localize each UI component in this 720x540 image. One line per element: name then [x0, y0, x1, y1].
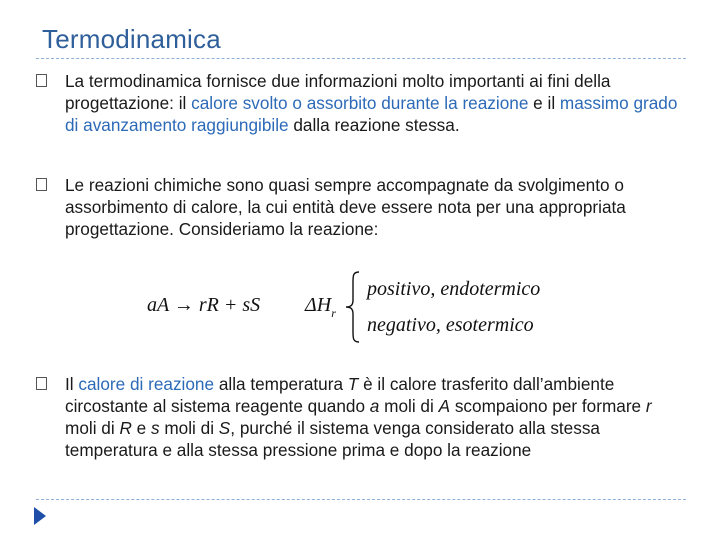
bullet-3-text-g: e — [131, 418, 151, 438]
bullet-1-text-c: dalla reazione stessa. — [288, 115, 460, 135]
delta-h-symbol: ΔH — [305, 294, 332, 316]
bullet-item-3 — [36, 373, 680, 461]
bullet-3-text-b: alla temperatura — [214, 374, 348, 394]
bullet-2-text: Le reazioni chimiche sono quasi sempre accompagnate da svolgimento o assorbimento di calore, la cui entità deve essere nota per una appropriata progettazione. Consideriamo la reazione: — [65, 175, 626, 239]
bullet-3-var-r: r — [645, 396, 652, 416]
bullet-text-2 — [65, 174, 680, 240]
case-positive: positivo, endotermico — [367, 278, 541, 300]
case-negative: negativo, esotermico — [367, 314, 534, 336]
curly-brace-icon — [343, 270, 363, 344]
bullet-3-var-s: s — [150, 418, 160, 438]
bullet-3-text-h: moli di — [159, 418, 219, 438]
title-divider — [36, 58, 686, 59]
bullet-1-highlight-advancement: massimo grado di avanzamento raggiungibile — [65, 93, 678, 135]
bullet-3-highlight-heat-of-reaction: calore di reazione — [78, 374, 215, 394]
reaction-formula: aA → rR + sS — [147, 294, 261, 316]
bullet-3-text-e: scompaiono per formare — [450, 396, 646, 416]
bullet-3-var-T: T — [347, 374, 359, 394]
bullet-3-var-a: a — [369, 396, 380, 416]
slide-title: Termodinamica — [42, 24, 221, 54]
bullet-text-1 — [65, 70, 680, 136]
bullet-3-text-i: , purché il sistema venga considerato alla stessa temperatura e alla stessa pressione prima e dopo la reazione — [65, 418, 600, 460]
bullet-1-highlight-heat: calore svolto o assorbito durante la reazione — [191, 93, 529, 113]
bullet-3-text-a: Il — [65, 374, 79, 394]
bullet-3-var-R: R — [119, 418, 132, 438]
play-arrow-icon[interactable] — [34, 507, 46, 525]
bullet-3-text-c: è il calore trasferito dall’ambiente circostante al sistema reagente quando — [65, 374, 615, 416]
bullet-text-3 — [65, 373, 680, 461]
footer-divider — [36, 499, 686, 500]
bullet-item-1 — [36, 70, 680, 136]
bullet-1-text-b: e il — [528, 93, 560, 113]
delta-h-subscript: r — [331, 306, 336, 320]
square-bullet-icon — [36, 377, 47, 390]
bullet-3-text-f: moli di — [65, 418, 120, 438]
bullet-3-text-d: moli di — [379, 396, 439, 416]
square-bullet-icon — [36, 178, 47, 191]
bullet-item-2 — [36, 174, 680, 240]
bullet-3-var-S: S — [218, 418, 231, 438]
bullet-1-text-a: La termodinamica fornisce due informazioni molto importanti ai fini della progettazione: il — [65, 71, 611, 113]
bullet-3-var-A: A — [438, 396, 451, 416]
enthalpy-symbol — [305, 294, 336, 320]
reaction-equation — [145, 268, 585, 348]
square-bullet-icon — [36, 74, 47, 87]
